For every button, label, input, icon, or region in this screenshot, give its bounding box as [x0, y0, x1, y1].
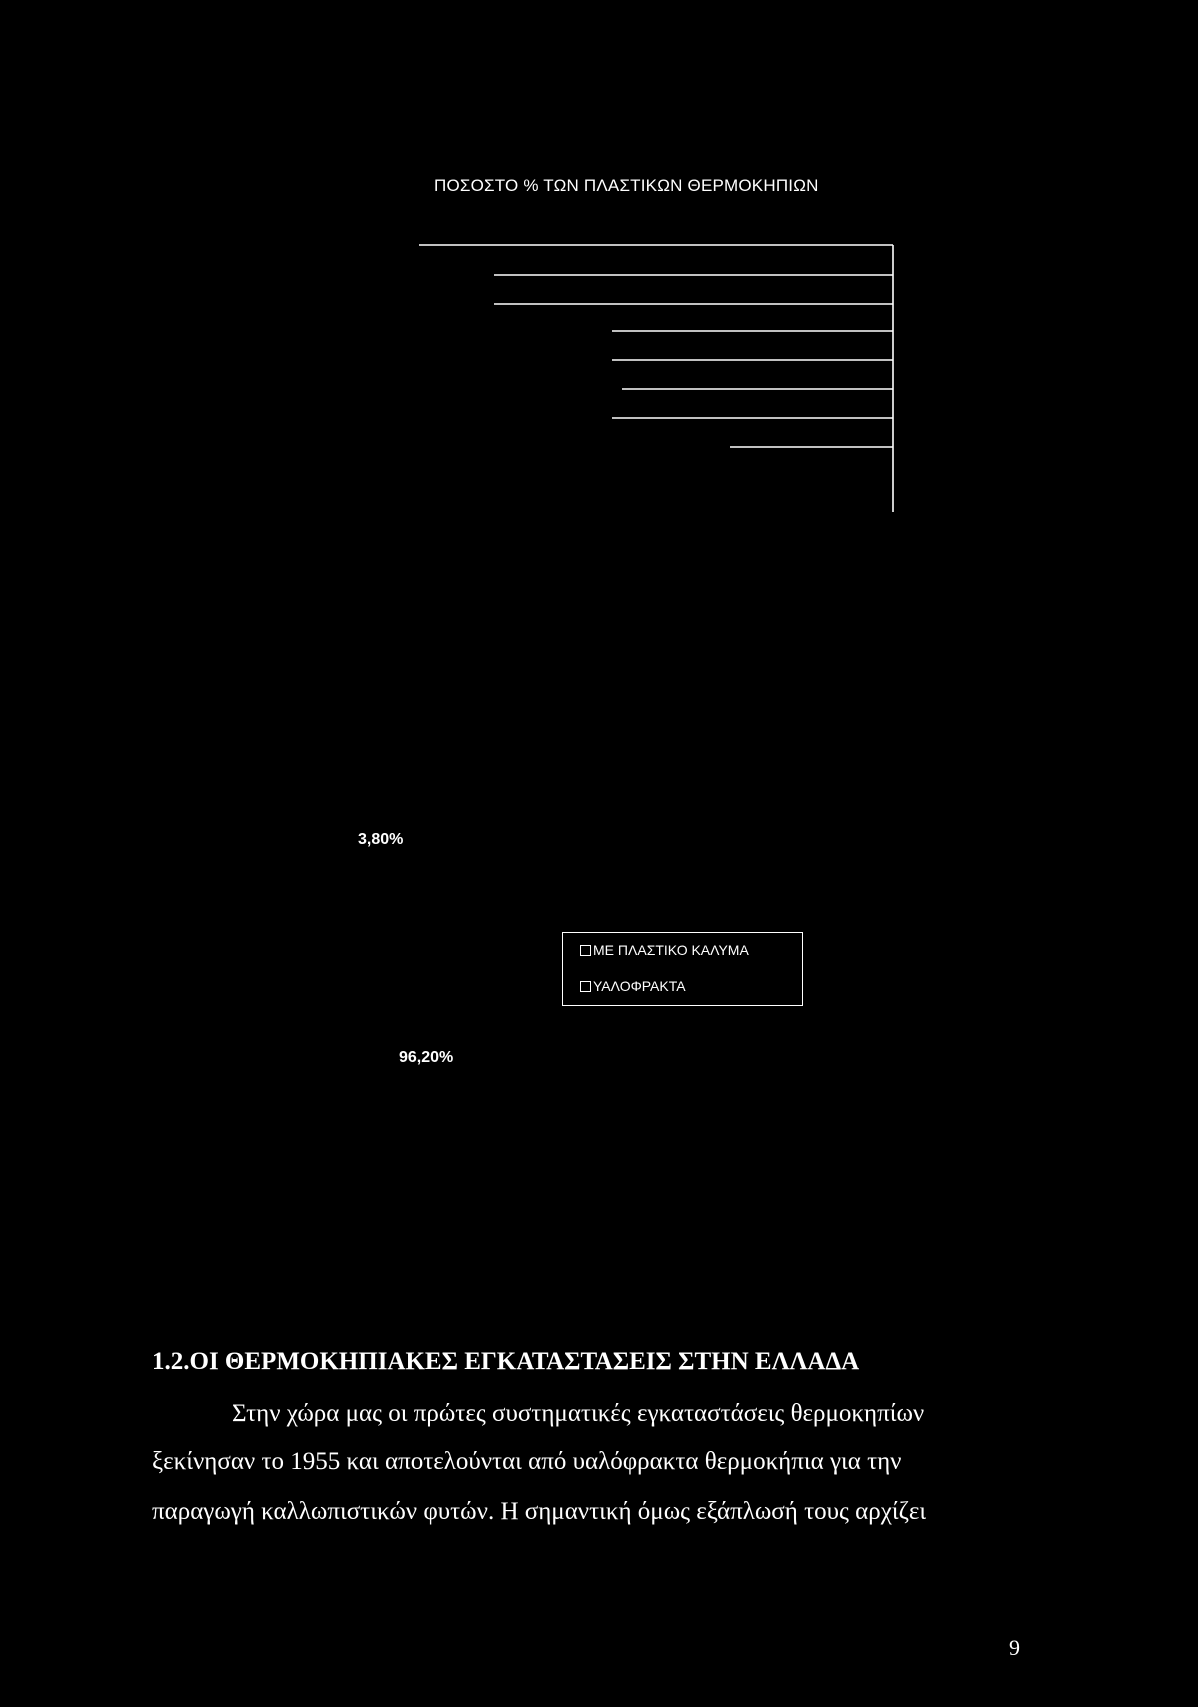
legend-swatch-plastic	[580, 945, 591, 956]
chart-title: ΠΟΣΟΣΤΟ % ΤΩΝ ΠΛΑΣΤΙΚΩΝ ΘΕΡΜΟΚΗΠΙΩΝ	[434, 176, 819, 195]
legend-item-glass	[580, 978, 686, 994]
legend-swatch-glass	[580, 981, 591, 992]
paragraph-line: Στην χώρα μας οι πρώτες συστηματικές εγκαταστάσεις θερμοκηπίων	[232, 1400, 925, 1427]
legend-label-glass: ΥΑΛΟΦΡΑΚΤΑ	[593, 978, 686, 994]
data-label-glass: 96,20%	[399, 1049, 454, 1066]
legend-item-plastic	[580, 942, 749, 958]
paragraph-line: ξεκίνησαν το 1955 και αποτελούνται από υαλόφρακτα θερμοκήπια για την	[152, 1448, 902, 1475]
page-number: 9	[1009, 1635, 1020, 1660]
legend-label-plastic: ΜΕ ΠΛΑΣΤΙΚΟ ΚΑΛΥΜΑ	[593, 942, 749, 958]
data-label-plastic: 3,80%	[358, 831, 404, 848]
chart-legend	[562, 932, 803, 1006]
paragraph-line: παραγωγή καλλωπιστικών φυτών. Η σημαντική όμως εξάπλωσή τους αρχίζει	[152, 1498, 927, 1525]
section-heading: 1.2.ΟΙ ΘΕΡΜΟΚΗΠΙΑΚΕΣ ΕΓΚΑΤΑΣΤΑΣΕΙΣ ΣΤΗΝ ΕΛΛΑΔΑ	[152, 1348, 860, 1375]
